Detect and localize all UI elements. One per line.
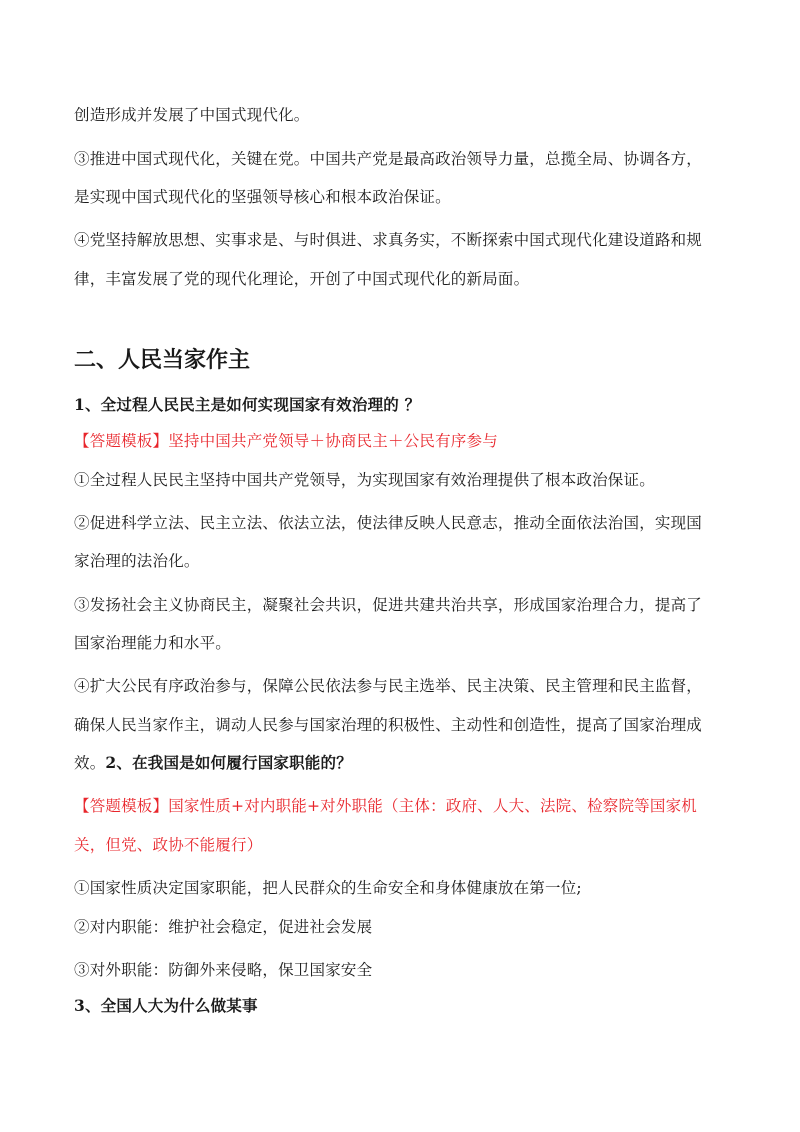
answer-template: 【答题模板】国家性质+对内职能+对外职能（主体：政府、人大、法院、检察院等国家机 [74,797,697,815]
answer-template: 【答题模板】坚持中国共产党领导＋协商民主＋公民有序参与 [74,432,498,450]
answer-line: ②促进科学立法、民主立法、依法立法，使法律反映人民意志，推动全面依法治国，实现国 [74,514,703,532]
paragraph-line: ③推进中国式现代化，关键在党。中国共产党是最高政治领导力量，总揽全局、协调各方， [74,150,703,168]
paragraph-line: 律，丰富发展了党的现代化理论，开创了中国式现代化的新局面。 [74,270,530,288]
paragraph-line: 创造形成并发展了中国式现代化。 [74,106,310,124]
section-heading: 二、人民当家作主 [74,348,251,373]
answer-template: 关，但党、政协不能履行） [74,836,263,854]
answer-line: 确保人民当家作主，调动人民参与国家治理的积极性、主动性和创造性，提高了国家治理成 [74,716,703,734]
answer-line: ①国家性质决定国家职能，把人民群众的生命安全和身体健康放在第一位; [74,879,582,897]
paragraph-line: ④党坚持解放思想、实事求是、与时俱进、求真务实，不断探索中国式现代化建设道路和规 [74,231,703,249]
paragraph-line: 是实现中国式现代化的坚强领导核心和根本政治保证。 [74,188,451,206]
answer-line: ③发扬社会主义协商民主，凝聚社会共识，促进共建共治共享，形成国家治理合力，提高了 [74,596,703,614]
answer-line: ①全过程人民民主坚持中国共产党领导，为实现国家有效治理提供了根本政治保证。 [74,471,655,489]
answer-line: ④扩大公民有序政治参与，保障公民依法参与民主选举、民主决策、民主管理和民主监督， [74,677,703,695]
answer-line: ②对内职能：维护社会稳定，促进社会发展 [74,918,373,936]
answer-line: 家治理的法治化。 [74,552,200,570]
answer-line: ③对外职能：防御外来侵略，保卫国家安全 [74,961,373,979]
answer-line: 效。 [74,754,106,772]
question-title: 2、在我国是如何履行国家职能的？ [105,753,352,772]
question-title: 3、全国人大为什么做某事 [74,996,258,1015]
question-title: 1、全过程人民民主是如何实现国家有效治理的 ？ [74,395,421,414]
answer-line-with-question [74,752,352,774]
answer-line: 国家治理能力和水平。 [74,634,232,652]
